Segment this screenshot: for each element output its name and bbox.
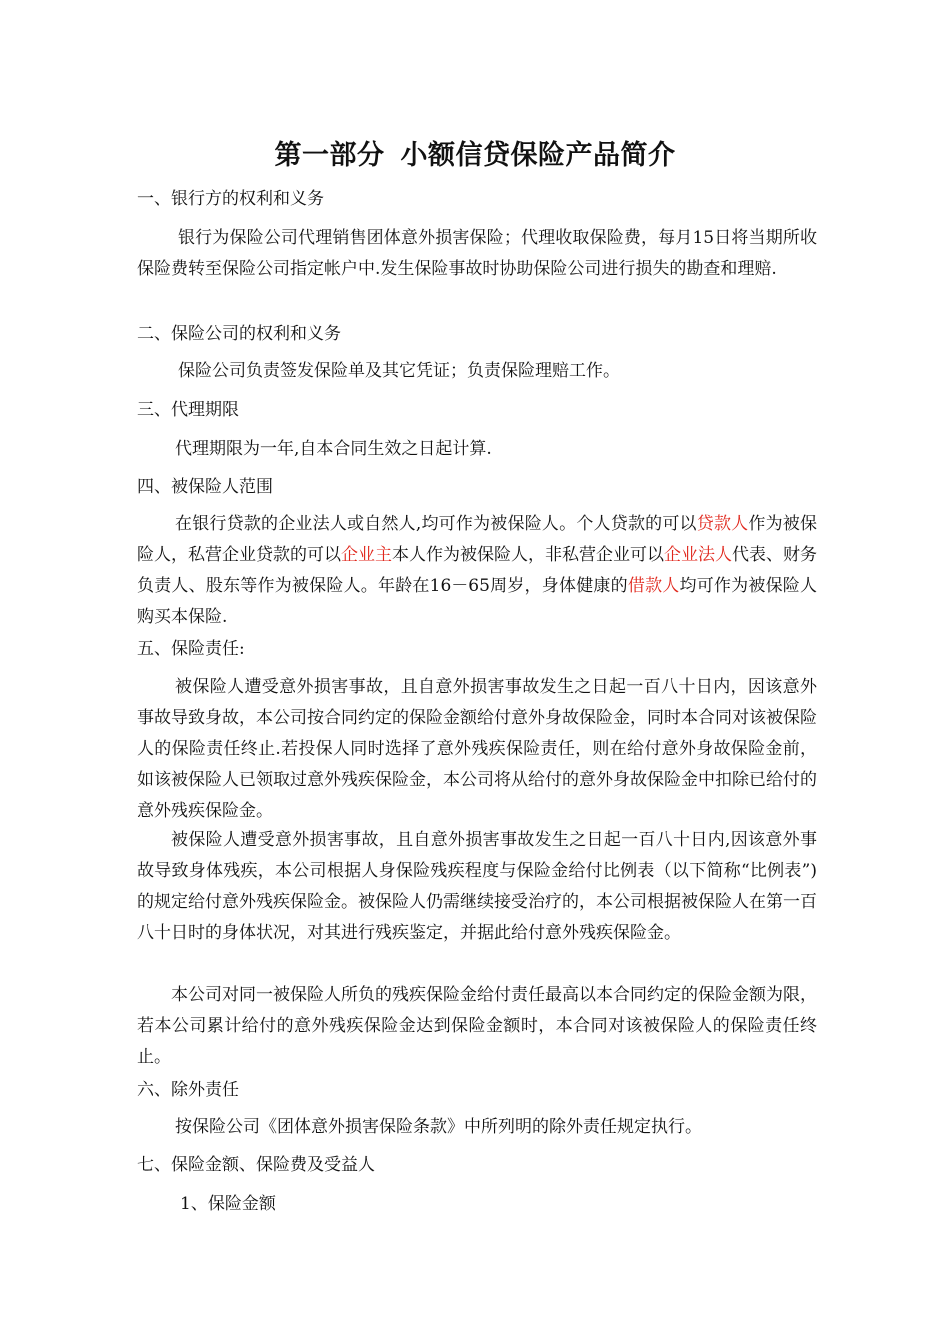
section-2-text: 保险公司负责签发保险单及其它凭证；负责保险理赔工作。 (178, 361, 620, 381)
section-3-heading: 三、代理期限 (137, 400, 239, 420)
section-1-heading: 一、银行方的权利和义务 (137, 189, 324, 209)
section-4-text: 在银行贷款的企业法人或自然人,均可作为被保险人。个人贷款的可以贷款人作为被保险人，私营企业贷款的可以企业主本人作为被保险人，非私营企业可以企业法人代表、财务负责人、股东等作为被保险人。年龄在16－65周岁，身体健康的借款人均可作为被保险人购买本保险. (137, 514, 818, 627)
title-name: 小额信贷保险产品简介 (400, 140, 676, 171)
title-part: 第一部分 (274, 140, 385, 171)
highlight-term: 企业法人 (664, 545, 732, 565)
section-4-heading: 四、被保险人范围 (137, 477, 273, 497)
section-5-paragraph-3: 本公司对同一被保险人所负的残疾保险金给付责任最高以本合同约定的保险金额为限，若本公司累计给付的意外残疾保险金达到保险金额时，本合同对该被保险人的保险责任终止。 (137, 985, 817, 1067)
highlight-term: 借款人 (627, 576, 680, 596)
section-7-sub-1: 1、保险金额 (180, 1194, 276, 1214)
section-1-text: 银行为保险公司代理销售团体意外损害保险；代理收取保险费，每月15日将当期所收保险费转至保险公司指定帐户中.发生保险事故时协助保险公司进行损失的勘查和理赔. (137, 228, 817, 279)
section-7-heading: 七、保险金额、保险费及受益人 (137, 1155, 375, 1175)
section-5-paragraph-2: 被保险人遭受意外损害事故，且自意外损害事故发生之日起一百八十日内,因该意外事故导致身体残疾，本公司根据人身保险残疾程度与保险金给付比例表（以下简称“比例表”)的规定给付意外残疾保险金。被保险人仍需继续接受治疗的，本公司根据被保险人在第一百八十日时的身体状况，对其进行残疾鉴定，并据此给付意外残疾保险金。 (137, 830, 817, 943)
section-3-text: 代理期限为一年,自本合同生效之日起计算. (175, 439, 492, 459)
page-title (0, 136, 950, 176)
highlight-term: 贷款人 (696, 514, 749, 534)
section-6-heading: 六、除外责任 (137, 1080, 239, 1100)
section-6-text: 按保险公司《团体意外损害保险条款》中所列明的除外责任规定执行。 (175, 1117, 702, 1137)
section-2-heading: 二、保险公司的权利和义务 (137, 324, 341, 344)
section-5-heading: 五、保险责任: (137, 639, 245, 659)
highlight-term: 企业主 (341, 545, 392, 565)
section-5-paragraph-1: 被保险人遭受意外损害事故，且自意外损害事故发生之日起一百八十日内，因该意外事故导致身故，本公司按合同约定的保险金额给付意外身故保险金，同时本合同对该被保险人的保险责任终止.若投保人同时选择了意外残疾保险责任，则在给付意外身故保险金前，如该被保险人已领取过意外残疾保险金，本公司将从给付的意外身故保险金中扣除已给付的意外残疾保险金。 (137, 677, 817, 821)
